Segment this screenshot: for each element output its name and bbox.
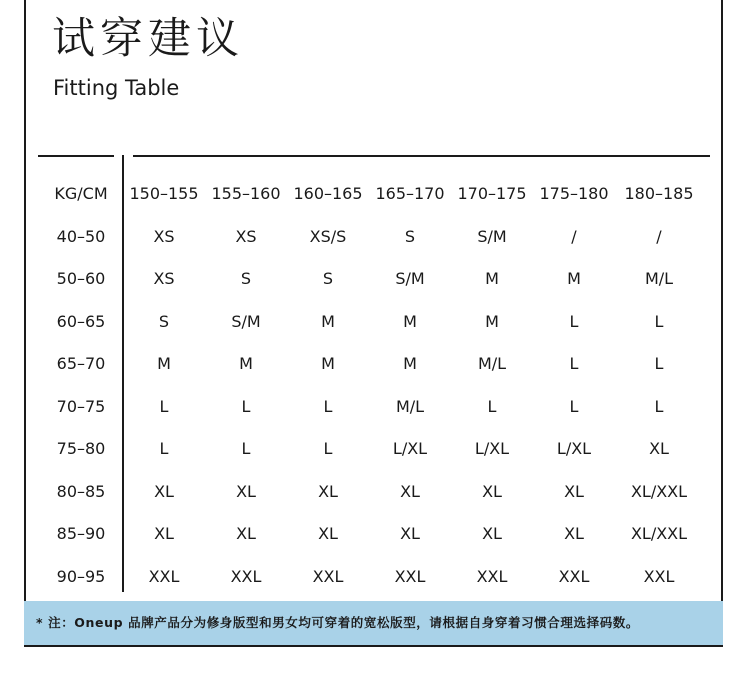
note-banner	[24, 601, 723, 647]
size-cell: M/L	[395, 396, 425, 416]
size-cell: L	[569, 396, 579, 416]
table-row	[0, 301, 750, 344]
size-cell: L	[487, 396, 497, 416]
table-row	[0, 343, 750, 386]
size-cell: M/L	[477, 354, 507, 373]
table-row	[0, 386, 750, 429]
size-cell: L/XL	[556, 439, 592, 458]
size-cell: XXL	[476, 566, 508, 586]
size-cell: XS	[153, 226, 175, 246]
size-cell: M	[157, 354, 171, 373]
weight-range-cell: 90–95	[56, 566, 106, 586]
size-cell: L	[159, 439, 169, 458]
table-row	[0, 216, 750, 259]
height-range-header: 155–160	[211, 184, 281, 203]
size-cell: XXL	[394, 566, 426, 586]
size-cell: XL	[482, 481, 502, 501]
table-row	[0, 556, 750, 599]
size-cell: XL	[236, 481, 256, 501]
weight-range-cell: 65–70	[56, 354, 106, 373]
size-cell: XL/XXL	[630, 481, 688, 501]
size-cell: L	[323, 439, 333, 458]
page-subtitle: Fitting Table	[53, 76, 180, 100]
header-rule-right	[133, 155, 710, 157]
size-cell: XS	[153, 269, 175, 288]
note-text: * 注：Oneup 品牌产品分为修身版型和男女均可穿着的宽松版型，请根据自身穿着习惯合理选择码数。	[36, 615, 639, 630]
size-cell: L/XL	[392, 439, 428, 458]
table-header-row	[0, 173, 750, 216]
size-cell: L	[654, 396, 664, 416]
size-cell: XL	[154, 524, 174, 543]
size-cell: L	[241, 396, 251, 416]
size-cell: M	[321, 354, 335, 373]
size-cell: S	[404, 226, 416, 246]
size-cell: /	[656, 226, 662, 246]
height-range-header: 165–170	[375, 184, 445, 203]
size-cell: XXL	[558, 566, 590, 586]
table-row	[0, 471, 750, 514]
size-cell: S	[322, 269, 334, 288]
size-cell: XL	[236, 524, 256, 543]
size-cell: L	[654, 354, 664, 373]
height-range-header: 175–180	[539, 184, 609, 203]
size-cell: XL	[649, 439, 669, 458]
size-cell: S	[240, 269, 252, 288]
size-cell: L	[159, 396, 169, 416]
size-cell: XS/S	[309, 226, 347, 246]
size-cell: XL	[400, 481, 420, 501]
size-cell: S	[158, 311, 170, 331]
size-cell: XL	[318, 481, 338, 501]
page-title: 试穿建议	[52, 14, 244, 64]
size-cell: M	[321, 311, 335, 331]
size-cell: XL/XXL	[630, 524, 688, 543]
header-corner-cell: KG/CM	[54, 184, 108, 203]
weight-range-cell: 60–65	[56, 311, 106, 331]
size-cell: M	[403, 311, 417, 331]
weight-range-cell: 80–85	[56, 481, 106, 501]
size-cell: XL	[318, 524, 338, 543]
size-cell: M	[485, 269, 499, 288]
size-cell: S/M	[231, 311, 261, 331]
weight-range-cell: 50–60	[56, 269, 106, 288]
size-cell: XXL	[230, 566, 262, 586]
size-cell: XXL	[148, 566, 180, 586]
height-range-header: 160–165	[293, 184, 363, 203]
weight-range-cell: 70–75	[56, 396, 106, 416]
size-cell: L	[241, 439, 251, 458]
size-cell: XL	[564, 481, 584, 501]
size-cell: M	[485, 311, 499, 331]
table-row	[0, 513, 750, 556]
size-table	[0, 173, 750, 598]
size-cell: M	[567, 269, 581, 288]
size-cell: XS	[235, 226, 257, 246]
size-cell: L	[654, 311, 664, 331]
size-cell: XL	[482, 524, 502, 543]
size-cell: M/L	[644, 269, 674, 288]
weight-range-cell: 75–80	[56, 439, 106, 458]
table-row	[0, 258, 750, 301]
size-cell: XXL	[312, 566, 344, 586]
size-cell: M	[403, 354, 417, 373]
size-cell: L	[569, 354, 579, 373]
height-range-header: 170–175	[457, 184, 527, 203]
size-cell: /	[571, 226, 577, 246]
size-cell: L	[569, 311, 579, 331]
size-cell: S/M	[395, 269, 425, 288]
size-cell: L	[323, 396, 333, 416]
size-cell: XL	[400, 524, 420, 543]
table-row	[0, 428, 750, 471]
size-cell: XXL	[643, 566, 675, 586]
size-cell: XL	[154, 481, 174, 501]
size-cell: S/M	[477, 226, 507, 246]
size-cell: L/XL	[474, 439, 510, 458]
weight-range-cell: 40–50	[56, 226, 106, 246]
size-cell: M	[239, 354, 253, 373]
height-range-header: 150–155	[129, 184, 199, 203]
header-rule-left	[38, 155, 114, 157]
weight-range-cell: 85–90	[56, 524, 106, 543]
height-range-header: 180–185	[624, 184, 694, 203]
size-cell: XL	[564, 524, 584, 543]
